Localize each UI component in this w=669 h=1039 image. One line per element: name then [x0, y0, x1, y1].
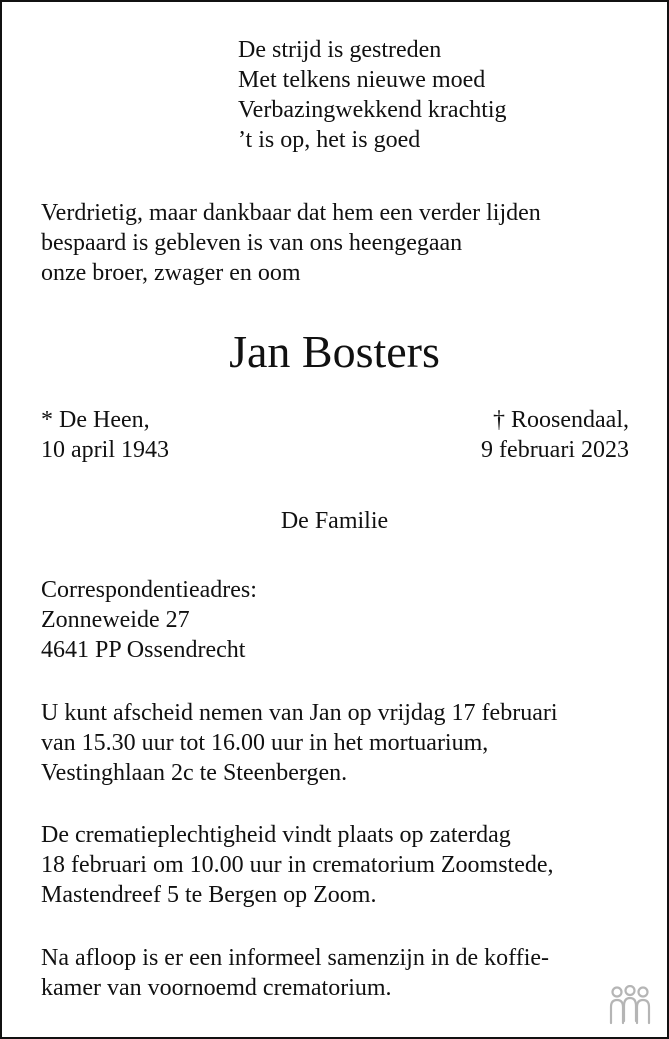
reception-line: Na afloop is er een informeel samenzijn in de koffie- — [41, 945, 550, 971]
correspondence-address — [41, 575, 257, 665]
poem-line: Met telkens nieuwe moed — [238, 67, 486, 93]
address-line: 4641 PP Ossendrecht — [41, 637, 246, 663]
death-date: 9 februari 2023 — [481, 437, 629, 463]
cremation-line: 18 februari om 10.00 uur in crematorium Zoomstede, — [41, 852, 554, 878]
intro-line: bespaard is gebleven is van ons heengegaan — [41, 230, 463, 256]
poem-line: ’t is op, het is goed — [238, 127, 421, 153]
intro-line: Verdrietig, maar dankbaar dat hem een verder lijden — [41, 200, 541, 226]
farewell-info — [41, 698, 558, 788]
reception-info — [41, 943, 549, 1003]
poem-line: Verbazingwekkend krachtig — [238, 97, 507, 123]
death-place: † Roosendaal, — [493, 407, 629, 433]
cremation-line: Mastendreef 5 te Bergen op Zoom. — [41, 882, 377, 908]
birth-place: * De Heen, — [41, 407, 150, 433]
intro-text — [41, 198, 541, 288]
poem-line: De strijd is gestreden — [238, 37, 442, 63]
death-info — [481, 405, 629, 465]
cremation-info — [41, 820, 554, 910]
people-group-icon — [607, 985, 653, 1025]
reception-line: kamer van voornoemd crematorium. — [41, 975, 392, 1001]
farewell-line: Vestinghlaan 2c te Steenbergen. — [41, 760, 348, 786]
farewell-line: van 15.30 uur tot 16.00 uur in het mortuarium, — [41, 730, 489, 756]
birth-date: 10 april 1943 — [41, 437, 169, 463]
cremation-line: De crematieplechtigheid vindt plaats op zaterdag — [41, 822, 511, 848]
intro-line: onze broer, zwager en oom — [41, 260, 301, 286]
birth-info — [41, 405, 169, 465]
deceased-name: Jan Bosters — [229, 326, 440, 377]
address-line: Correspondentieadres: — [41, 577, 257, 603]
family-signature: De Familie — [280, 508, 389, 534]
farewell-line: U kunt afscheid nemen van Jan op vrijdag 17 februari — [41, 700, 558, 726]
poem — [238, 35, 507, 155]
address-line: Zonneweide 27 — [41, 607, 190, 633]
